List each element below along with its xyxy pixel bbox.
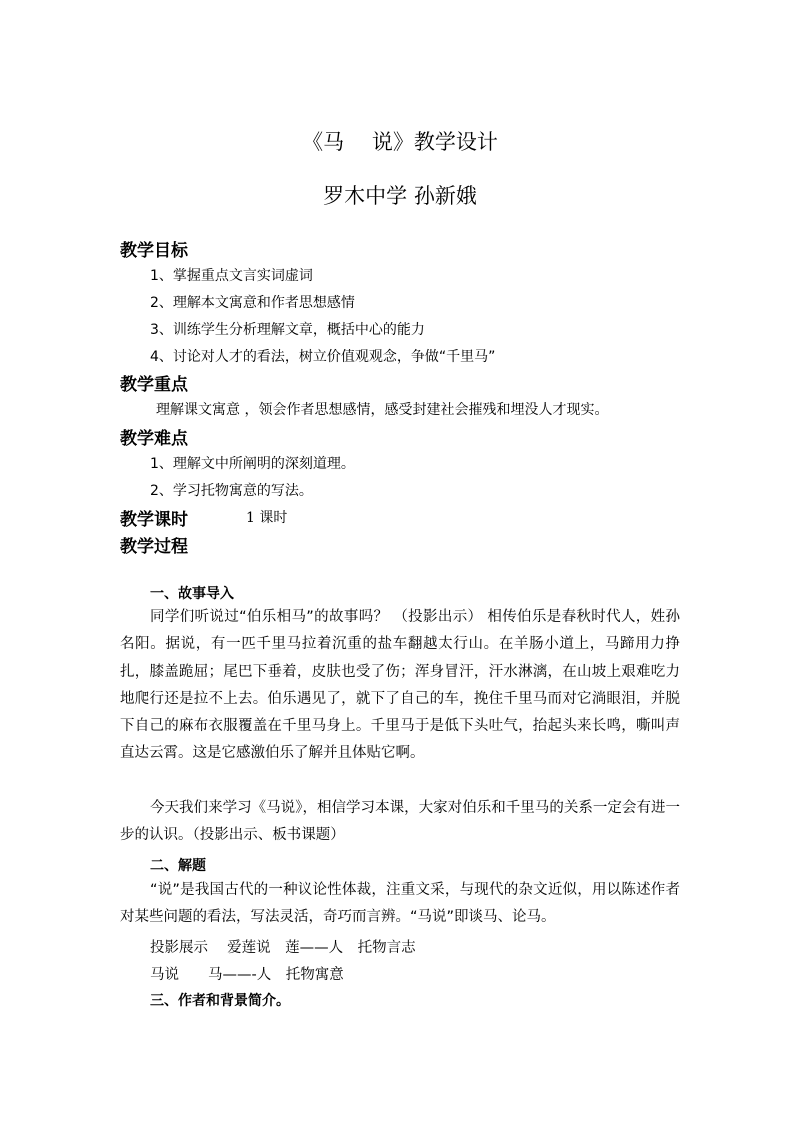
difficulty-item: 1、理解文中所阐明的深刻道理。 xyxy=(150,456,355,472)
section-title-1: 一、故事导入 xyxy=(150,586,234,602)
hours-value: 1 课时 xyxy=(246,510,288,526)
section-title-2: 二、解题 xyxy=(150,858,206,874)
goal-item: 1、掌握重点文言实词虚词 xyxy=(150,268,313,284)
goal-item: 2、理解本文寓意和作者思想感情 xyxy=(150,295,355,311)
projection-line-2: 马说 马——-人 托物寓意 xyxy=(150,967,344,983)
goals-heading: 教学目标 xyxy=(120,241,188,261)
section-title-3: 三、作者和背景简介。 xyxy=(150,993,290,1009)
difficulty-heading: 教学难点 xyxy=(120,429,188,449)
goal-item: 4、讨论对人才的看法，树立价值观观念，争做“千里马” xyxy=(150,349,496,365)
key-heading: 教学重点 xyxy=(120,375,188,395)
process-heading: 教学过程 xyxy=(120,537,188,557)
story-paragraph: 同学们听说过“伯乐相马”的故事吗？ （投影出示） 相传伯乐是春秋时代人，姓孙名阳。据说，有一匹千里马拉着沉重的盐车翻越太行山。在羊肠小道上，马蹄用力挣扎，膝盖跪屈；尾巴下垂着，皮肤也受了伤；浑身冒汗，汗水淋漓，在山坡上艰难吃力地爬行还是拉不上去。伯乐遇见了，就下了自己的车，挽住千里马而对它淌眼泪，并脱下自己的麻布衣服覆盖在千里马身上。千里马于是低下头吐气，抬起头来长鸣，嘶叫声直达云霄。这是它感激伯乐了解并且体贴它啊。 xyxy=(120,609,680,762)
key-text: 理解课文寓意 ，领会作者思想感情，感受封建社会摧残和埋没人才现实。 xyxy=(156,402,609,418)
author-line: 罗木中学 孙新娥 xyxy=(323,184,477,208)
explain-paragraph: “说”是我国古代的一种议论性体裁，注重文采，与现代的杂文近似，用以陈述作者对某些问题的看法，写法灵活，奇巧而言辨。“马说”即谈马、论马。 xyxy=(120,882,680,926)
projection-line-1: 投影展示 爱莲说 莲——人 托物言志 xyxy=(150,940,416,956)
hours-heading: 教学课时 xyxy=(120,510,188,530)
goal-item: 3、训练学生分析理解文章，概括中心的能力 xyxy=(150,322,425,338)
page-title: 《马 说》教学设计 xyxy=(302,130,498,154)
difficulty-item: 2、学习托物寓意的写法。 xyxy=(150,483,313,499)
intro-paragraph: 今天我们来学习《马说》，相信学习本课，大家对伯乐和千里马的关系一定会有进一步的认识。（投影出示、板书课题） xyxy=(120,800,680,844)
